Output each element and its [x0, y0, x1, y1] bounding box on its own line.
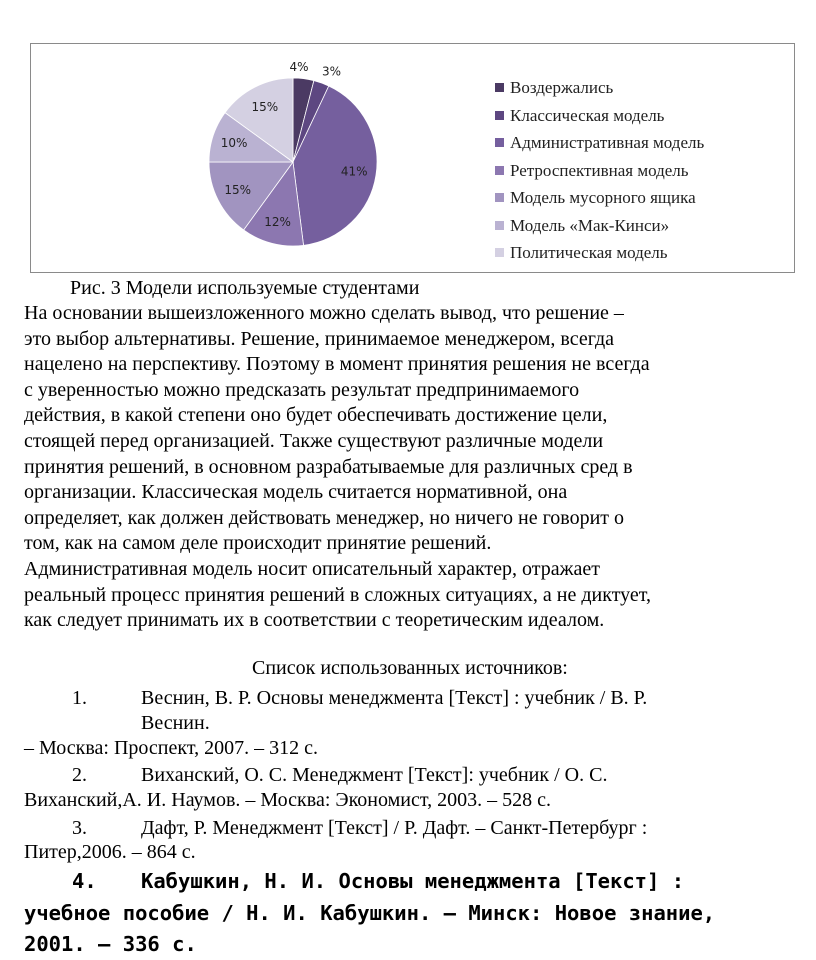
body-paragraph [24, 301, 814, 634]
legend-label: Модель «Мак-Кинси» [510, 215, 670, 235]
legend-item [495, 102, 704, 130]
reference-text: Виханский,А. И. Наумов. – Москва: Экономист, 2003. – 528 с. [24, 789, 551, 811]
pie-data-label: 15% [224, 183, 252, 198]
reference-text: Веснин, В. Р. Основы менеджмента [Текст] : учебник / В. Р. [141, 687, 648, 709]
legend-label: Воздержались [510, 78, 614, 97]
legend-item [495, 74, 704, 102]
references-title: Список использованных источников: [252, 657, 568, 679]
legend-label: Модель мусорного ящика [510, 188, 696, 207]
figure-caption: Рис. 3 Модели используемые студентами [70, 277, 420, 299]
reference-text: 2001. – 336 с. [24, 932, 197, 956]
legend-swatch [495, 83, 504, 92]
reference-number: 3. [72, 817, 87, 839]
reference-number: 2. [72, 764, 87, 786]
chart-legend [495, 74, 704, 267]
pie-data-label: 10% [220, 135, 248, 150]
body-line: стоящей перед организацией. Также существуют различные модели [24, 429, 604, 452]
body-line: как следует принимать их в соответствии с теоретическим идеалом. [24, 609, 605, 632]
legend-label: Политическая модель [510, 243, 668, 262]
body-line: организации. Классическая модель считается нормативной, она [24, 481, 568, 504]
legend-swatch [495, 248, 504, 257]
body-line: принятия решений, в основном разрабатываемые для различных сред в [24, 455, 633, 478]
legend-swatch [495, 193, 504, 202]
pie-data-label: 41% [340, 164, 368, 179]
legend-item [495, 129, 704, 157]
body-line: На основании вышеизложенного можно сделать вывод, что решение – [24, 302, 624, 324]
reference-text: Веснин. [141, 712, 210, 734]
body-line: это выбор альтернативы. Решение, принимаемое менеджером, всегда [24, 327, 614, 350]
pie-data-label: 15% [251, 99, 279, 114]
legend-swatch [495, 138, 504, 147]
legend-item [495, 184, 704, 212]
legend-label: Административная модель [510, 133, 705, 152]
body-line: нацелено на перспективу. Поэтому в момент принятия решения не всегда [24, 353, 650, 376]
reference-text: Питер,2006. – 864 с. [24, 841, 196, 863]
legend-swatch [495, 166, 504, 175]
legend-label: Классическая модель [510, 105, 665, 125]
body-line: определяет, как должен действовать менеджер, но ничего не говорит о [24, 506, 625, 529]
legend-item [495, 157, 704, 185]
reference-text: Виханский, О. С. Менеджмент [Текст]: учебник / О. С. [141, 764, 608, 786]
body-line: Административная модель носит описательный характер, отражает [24, 557, 600, 580]
reference-number: 4. [72, 869, 97, 893]
reference-text: Дафт, Р. Менеджмент [Текст] / Р. Дафт. – Санкт-Петербург : [141, 817, 648, 839]
reference-number: 1. [72, 687, 87, 709]
pie-data-label: 12% [264, 215, 291, 230]
legend-label: Ретроспективная модель [510, 160, 689, 180]
body-line: том, как на самом деле происходит принятие решений. [24, 532, 492, 555]
body-line: реальный процесс принятия решений в сложных ситуациях, а не диктует, [24, 583, 652, 606]
pie-data-label: 4% [289, 59, 309, 74]
reference-text: учебное пособие / Н. И. Кабушкин. – Минск: Новое знание, [24, 901, 716, 925]
reference-text: – Москва: Проспект, 2007. – 312 с. [24, 737, 318, 759]
legend-item [495, 239, 704, 267]
reference-text: Кабушкин, Н. И. Основы менеджмента [Текст] : [141, 869, 685, 893]
pie-data-label: 3% [321, 64, 342, 79]
legend-swatch [495, 221, 504, 230]
pie-chart [30, 43, 795, 273]
legend-swatch [495, 111, 504, 120]
body-line: с уверенностью можно предсказать результат предпринимаемого [24, 378, 580, 401]
body-line: действия, в какой степени оно будет обеспечивать достижение цели, [24, 404, 608, 427]
legend-item [495, 212, 704, 240]
